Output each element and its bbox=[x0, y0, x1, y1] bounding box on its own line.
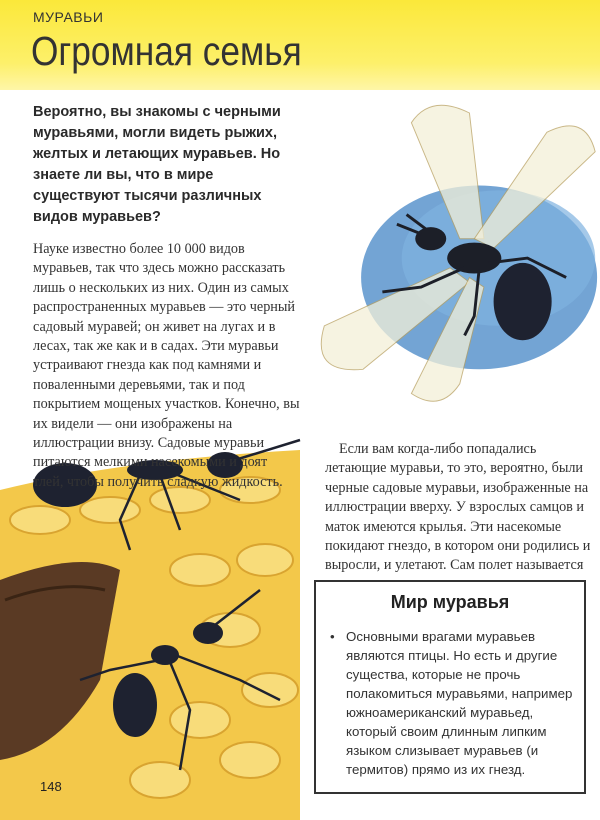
flying-ant-illustration bbox=[305, 88, 600, 433]
page-number: 148 bbox=[40, 779, 62, 794]
fact-box bbox=[314, 580, 586, 794]
body-paragraph-1: Науке известно более 10 000 видов муравьев, так что здесь можно рассказать лишь о нескольких из них. Один из самых распространенных муравьев — это черный садовый муравей; он живет на лугах и в лесах, так же как и в садах. Эти муравьи устраивают гнезда как под камнями и поваленными деревьями, так и под покрытием мощеных участков. Конечно, вы их видели — они изображены на иллюстрации внизу. Садовые муравьи питаются мелкими насекомыми и доят тлей, чтобы получить сладкую жидкость. bbox=[33, 241, 300, 490]
fact-box-list bbox=[328, 627, 576, 779]
intro-paragraph: Вероятно, вы знакомы с черными муравьями, могли видеть рыжих, желтых и летающих муравьев. Но знаете ли вы, что в мире существуют тысячи различных видов муравьев? bbox=[33, 104, 281, 225]
section-label: МУРАВЬИ bbox=[33, 9, 104, 25]
fact-box-item: • Основными врагами муравьев являются птицы. Но есть и другие существа, которые не прочь полакомиться муравьями, например южноамериканский муравьед, который своим длинным липким языком слизывает муравьев (и термитов) прямо из их гнезд. bbox=[328, 627, 576, 779]
fact-box-title: Мир муравья bbox=[390, 592, 510, 612]
body-paragraph-2: Если вам когда-либо попадались летающие муравьи, то это, вероятно, были черные садовые муравьи, изображенные на иллюстрации вверху. У взрослых самцов и маток имеются крылья. Эти насекомые покидают гнездо, в котором они родились и выросли, и улетают. Сам полет называется bbox=[325, 441, 591, 574]
page-title: Огромная семья bbox=[31, 28, 302, 74]
header-band bbox=[0, 0, 600, 90]
left-column bbox=[33, 102, 301, 492]
